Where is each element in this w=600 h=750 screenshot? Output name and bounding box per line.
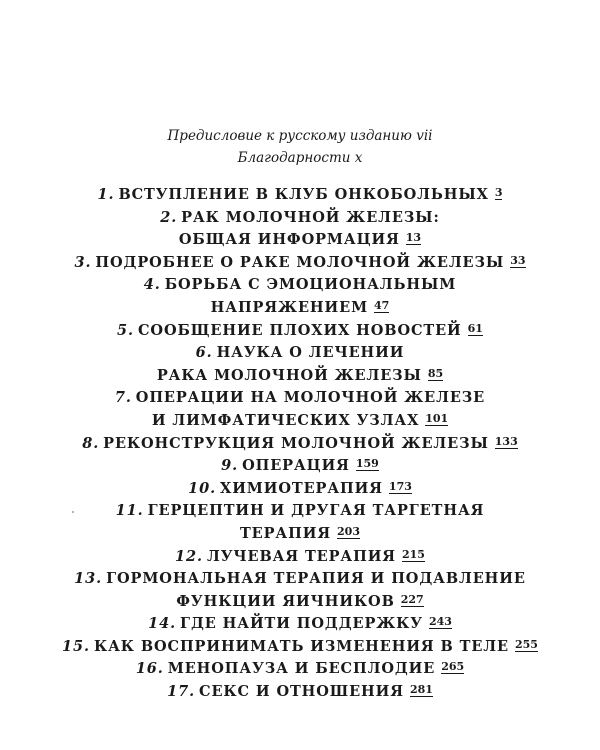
toc-entry bbox=[0, 229, 600, 252]
page-number: 203 bbox=[337, 524, 360, 538]
chapter-title: ОБЩАЯ ИНФОРМАЦИЯ bbox=[178, 231, 400, 249]
toc-entry bbox=[0, 681, 600, 704]
chapter-number: 15. bbox=[62, 637, 90, 655]
page-number: 13 bbox=[405, 231, 422, 245]
page-number: 33 bbox=[510, 253, 526, 267]
toc-entry bbox=[0, 568, 600, 591]
chapter-title: ХИМИОТЕРАПИЯ bbox=[220, 479, 383, 497]
toc-entry bbox=[0, 433, 600, 456]
chapter-title: РЕКОНСТРУКЦИЯ МОЛОЧНОЙ ЖЕЛЕЗЫ bbox=[103, 434, 489, 452]
toc-entry bbox=[0, 478, 600, 501]
page-number: 3 bbox=[494, 186, 503, 199]
chapter-title: ПОДРОБНЕЕ О РАКЕ МОЛОЧНОЙ ЖЕЛЕЗЫ bbox=[95, 253, 505, 271]
toc-entry bbox=[0, 500, 600, 523]
chapter-number: 6. bbox=[195, 344, 213, 362]
front-matter-page: x bbox=[354, 150, 363, 166]
toc-entry bbox=[0, 207, 600, 230]
page-number: 47 bbox=[374, 298, 390, 312]
chapter-title: ФУНКЦИИ ЯИЧНИКОВ bbox=[176, 592, 395, 610]
chapter-title: ОПЕРАЦИЯ bbox=[242, 457, 350, 475]
chapter-title: НАУКА О ЛЕЧЕНИИ bbox=[216, 344, 405, 362]
page-number: 101 bbox=[425, 411, 449, 425]
toc-entry bbox=[0, 274, 600, 297]
page-number: 243 bbox=[428, 615, 452, 629]
page-number: 85 bbox=[427, 366, 444, 380]
chapter-number: 14. bbox=[148, 615, 177, 633]
chapter-number: 10. bbox=[188, 479, 217, 497]
table-of-contents bbox=[0, 184, 600, 704]
toc-entry bbox=[0, 658, 600, 681]
chapter-title: ГОРМОНАЛЬНАЯ ТЕРАПИЯ И ПОДАВЛЕНИЕ bbox=[106, 570, 526, 588]
chapter-number: 12. bbox=[175, 547, 203, 565]
chapter-title: КАК ВОСПРИНИМАТЬ ИЗМЕНЕНИЯ В ТЕЛЕ bbox=[93, 637, 509, 655]
chapter-number: 4. bbox=[143, 276, 161, 294]
chapter-title: СООБЩЕНИЕ ПЛОХИХ НОВОСТЕЙ bbox=[137, 321, 462, 339]
chapter-number: 11. bbox=[115, 502, 144, 520]
page-number: 265 bbox=[441, 660, 465, 674]
chapter-number: 13. bbox=[74, 570, 103, 588]
chapter-number: 9. bbox=[221, 457, 239, 475]
chapter-number: 5. bbox=[117, 321, 134, 339]
page-number: 227 bbox=[400, 592, 424, 606]
toc-entry bbox=[0, 342, 600, 365]
chapter-number: 1. bbox=[97, 186, 115, 203]
chapter-title: ОПЕРАЦИИ НА МОЛОЧНОЙ ЖЕЛЕЗЕ bbox=[135, 389, 486, 407]
chapter-number: 7. bbox=[114, 389, 132, 407]
page-number: 255 bbox=[514, 637, 538, 651]
chapter-title: СЕКС И ОТНОШЕНИЯ bbox=[199, 683, 404, 701]
toc-entry bbox=[0, 636, 600, 659]
page-number: 159 bbox=[355, 457, 379, 471]
page-number: 133 bbox=[494, 434, 518, 448]
page-number: 281 bbox=[409, 683, 433, 697]
chapter-title: ГЕРЦЕПТИН И ДРУГАЯ ТАРГЕТНАЯ bbox=[147, 502, 485, 520]
toc-entry bbox=[0, 297, 600, 320]
chapter-title: И ЛИМФАТИЧЕСКИХ УЗЛАХ bbox=[151, 411, 420, 429]
chapter-number: 2. bbox=[160, 208, 178, 226]
chapter-number: 8. bbox=[82, 434, 100, 452]
toc-entry bbox=[0, 252, 600, 275]
chapter-title: МЕНОПАУЗА И БЕСПЛОДИЕ bbox=[167, 660, 436, 678]
toc-entry bbox=[0, 410, 600, 433]
chapter-number: 3. bbox=[74, 253, 92, 271]
front-matter-page: vii bbox=[416, 128, 433, 144]
chapter-title: ЛУЧЕВАЯ ТЕРАПИЯ bbox=[206, 547, 396, 565]
toc-entry bbox=[0, 387, 600, 410]
chapter-title: НАПРЯЖЕНИЕМ bbox=[210, 298, 369, 316]
chapter-title: ВСТУПЛЕНИЕ В КЛУБ ОНКОБОЛЬНЫХ bbox=[118, 186, 489, 203]
toc-entry bbox=[0, 320, 600, 343]
chapter-title: РАКА МОЛОЧНОЙ ЖЕЛЕЗЫ bbox=[156, 366, 422, 384]
front-matter-acknowledgements bbox=[0, 149, 600, 167]
toc-entry bbox=[0, 591, 600, 614]
toc-entry bbox=[0, 523, 600, 546]
chapter-title: ТЕРАПИЯ bbox=[239, 524, 332, 542]
page-number: 61 bbox=[467, 321, 483, 335]
page-number: 173 bbox=[388, 479, 412, 493]
front-matter-title: Предисловие к русскому изданию bbox=[167, 128, 412, 144]
toc-entry bbox=[0, 546, 600, 569]
front-matter-title: Благодарности bbox=[237, 150, 351, 166]
toc-entry bbox=[0, 365, 600, 388]
chapter-number: 16. bbox=[135, 660, 164, 678]
toc-entry bbox=[0, 184, 600, 207]
chapter-number: 17. bbox=[167, 683, 196, 701]
toc-entry bbox=[0, 455, 600, 478]
front-matter-preface bbox=[0, 127, 600, 145]
print-speck bbox=[72, 511, 74, 513]
chapter-title: РАК МОЛОЧНОЙ ЖЕЛЕЗЫ: bbox=[181, 208, 440, 226]
chapter-title: ГДЕ НАЙТИ ПОДДЕРЖКУ bbox=[180, 615, 423, 633]
toc-entry bbox=[0, 613, 600, 636]
chapter-title: БОРЬБА С ЭМОЦИОНАЛЬНЫМ bbox=[164, 276, 457, 294]
page-number: 215 bbox=[401, 547, 425, 561]
